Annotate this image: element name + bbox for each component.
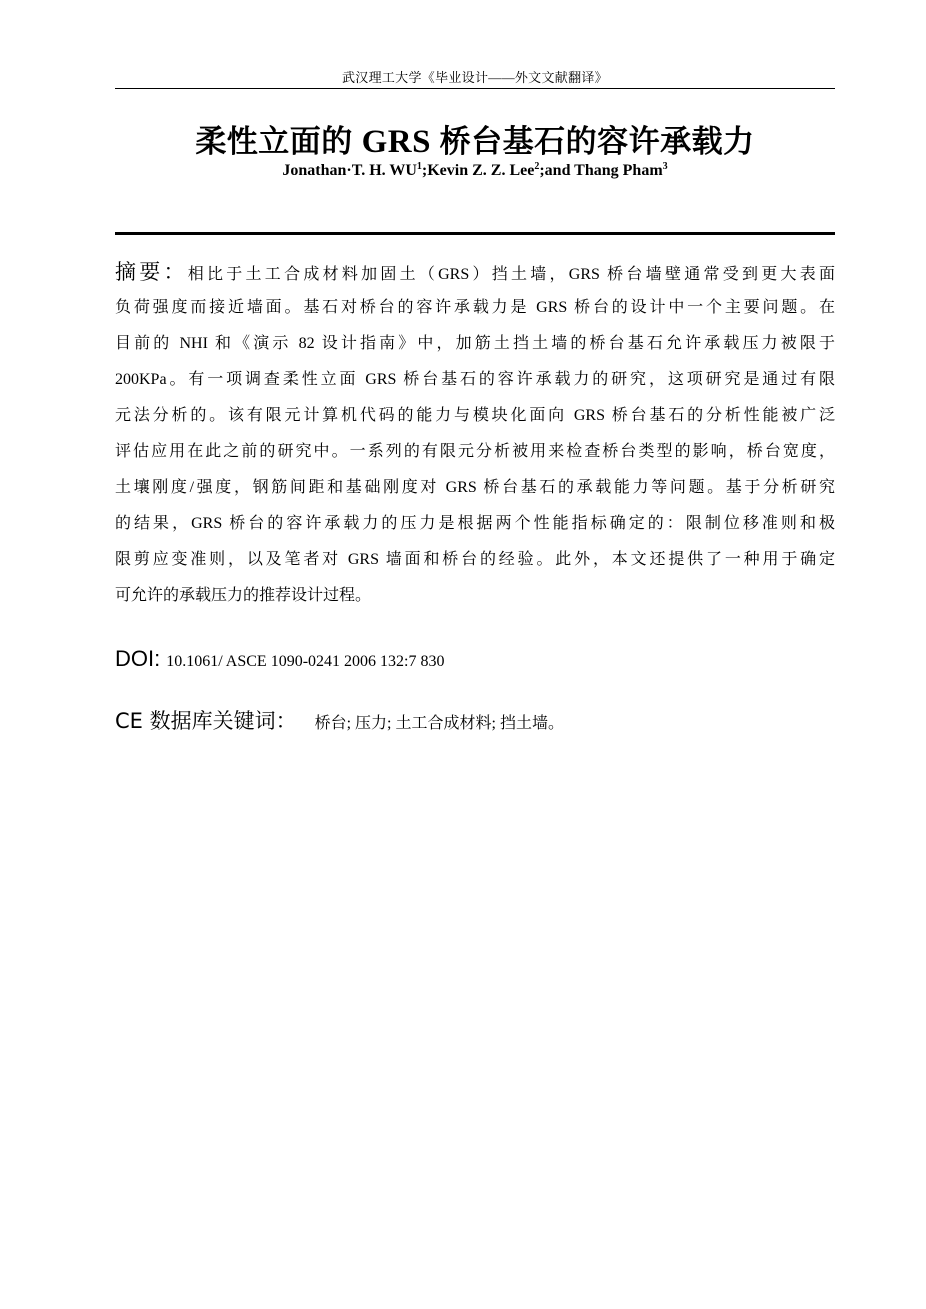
running-header: 武汉理工大学《毕业设计——外文文献翻译》 — [341, 70, 608, 85]
author-2: ;Kevin Z. Z. Lee — [421, 162, 535, 179]
abstract-label: 摘要： — [115, 260, 188, 284]
abstract-line: 目前的 NHI 和《演示 82 设计指南》中，加筋土挡土墙的桥台基石允许承载压力被限于 — [115, 335, 835, 352]
author-3: ;and Thang Pham — [539, 162, 663, 179]
header-divider — [115, 88, 835, 89]
author-1: Jonathan·T. H. WU — [282, 162, 417, 179]
paper-title — [115, 116, 835, 161]
doi-label: DOI: — [115, 646, 161, 671]
abstract-line: 元法分析的。该有限元计算机代码的能力与模块化面向 GRS 桥台基石的分析性能被广泛 — [115, 407, 835, 424]
doi-value: 10.1061/ ASCE 1090-0241 2006 132:7 830 — [166, 653, 445, 670]
section-divider — [115, 232, 835, 235]
abstract-line: 可允许的承载压力的推荐设计过程。 — [115, 587, 372, 604]
abstract-line: 200KPa。有一项调查柔性立面 GRS 桥台基石的容许承载力的研究，这项研究是通过有限 — [115, 371, 835, 388]
keywords-line — [115, 705, 564, 735]
abstract-line: 限剪应变准则，以及笔者对 GRS 墙面和桥台的经验。此外，本文还提供了一种用于确定 — [115, 551, 835, 568]
abstract-section — [115, 254, 835, 614]
doi-line — [115, 646, 444, 672]
title-part-1: 柔性立面的 — [195, 124, 353, 160]
abstract-line: 评估应用在此之前的研究中。一系列的有限元分析被用来检查桥台类型的影响，桥台宽度， — [115, 443, 835, 460]
abstract-line: 负荷强度而接近墙面。基石对桥台的容许承载力是 GRS 桥台的设计中一个主要问题。在 — [115, 299, 835, 316]
abstract-text: 相比于土工合成材料加固土（GRS）挡土墙，GRS 桥台墙壁通常受到更大表面 — [187, 266, 835, 283]
abstract-line — [115, 254, 835, 290]
keywords-value: 桥台; 压力; 土工合成材料; 挡土墙。 — [314, 715, 564, 732]
title-latin: GRS — [352, 124, 440, 160]
abstract-line: 土壤刚度/强度，钢筋间距和基础刚度对 GRS 桥台基石的承载能力等问题。基于分析研究 — [115, 479, 835, 496]
keywords-label: CE 数据库关键词： — [115, 709, 297, 733]
author-3-affiliation: 3 — [662, 161, 668, 172]
abstract-line: 的结果，GRS 桥台的容许承载力的压力是根据两个性能指标确定的：限制位移准则和极 — [115, 515, 835, 532]
author-list — [115, 162, 835, 180]
title-part-2: 桥台基石的容许承载力 — [439, 124, 755, 160]
author-2-affiliation: 2 — [534, 161, 540, 172]
author-1-affiliation: 1 — [416, 161, 422, 172]
